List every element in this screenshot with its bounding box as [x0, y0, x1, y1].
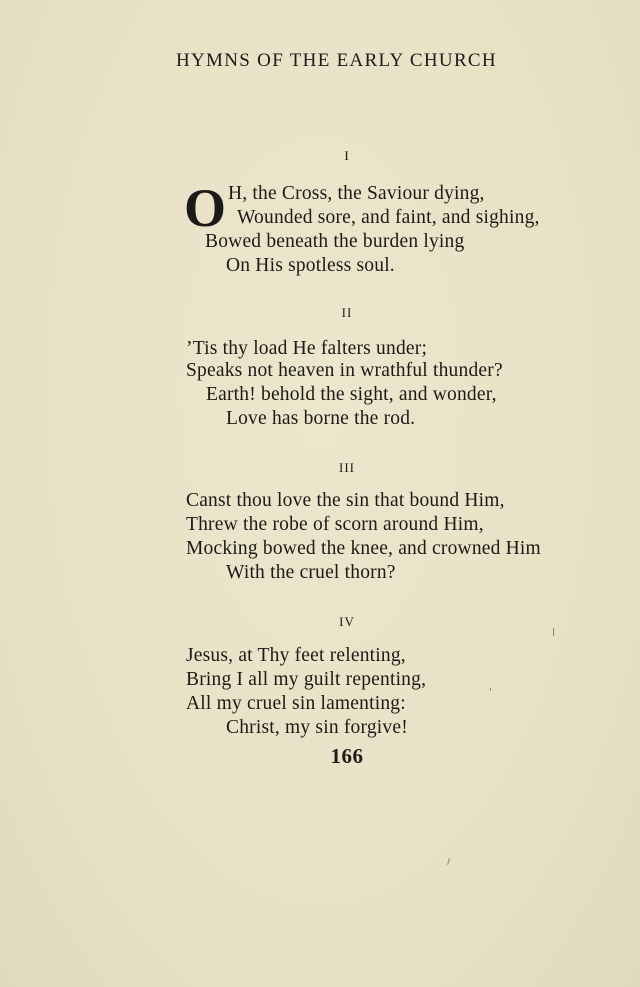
verse-line: Bowed beneath the burden lying [205, 231, 465, 252]
verse-line: Jesus, at Thy feet relenting, [186, 645, 406, 666]
verse-line: Speaks not heaven in wrathful thunder? [186, 360, 503, 381]
drop-cap: O [184, 178, 227, 238]
verse-line: Mocking bowed the knee, and crowned Him [186, 538, 541, 559]
verse-line: Love has borne the rod. [226, 408, 416, 429]
paper-speck [490, 688, 491, 691]
paper-speck [553, 628, 554, 636]
verse-line: All my cruel sin lamenting: [186, 693, 406, 714]
verse-line: Bring I all my guilt repenting, [186, 669, 427, 690]
verse-line: Christ, my sin forgive! [226, 717, 408, 738]
page-number: 166 [330, 744, 364, 768]
stanza-number-2: II [341, 305, 353, 320]
stanza-number-3: III [339, 460, 355, 475]
running-head: HYMNS OF THE EARLY CHURCH [176, 50, 497, 71]
paper-speck [447, 858, 450, 865]
verse-line: ’Tis thy load He falters under; [186, 338, 428, 359]
verse-line: With the cruel thorn? [226, 562, 396, 583]
verse-line: H, the Cross, the Saviour dying, [228, 183, 485, 204]
verse-line: On His spotless soul. [226, 255, 395, 276]
verse-line: Threw the robe of scorn around Him, [186, 514, 484, 535]
verse-line: Canst thou love the sin that bound Him, [186, 490, 505, 511]
stanza-number-1: I [344, 148, 350, 163]
verse-line: Wounded sore, and faint, and sighing, [237, 207, 540, 228]
verse-line: Earth! behold the sight, and wonder, [206, 384, 497, 405]
stanza-number-4: IV [339, 614, 355, 629]
